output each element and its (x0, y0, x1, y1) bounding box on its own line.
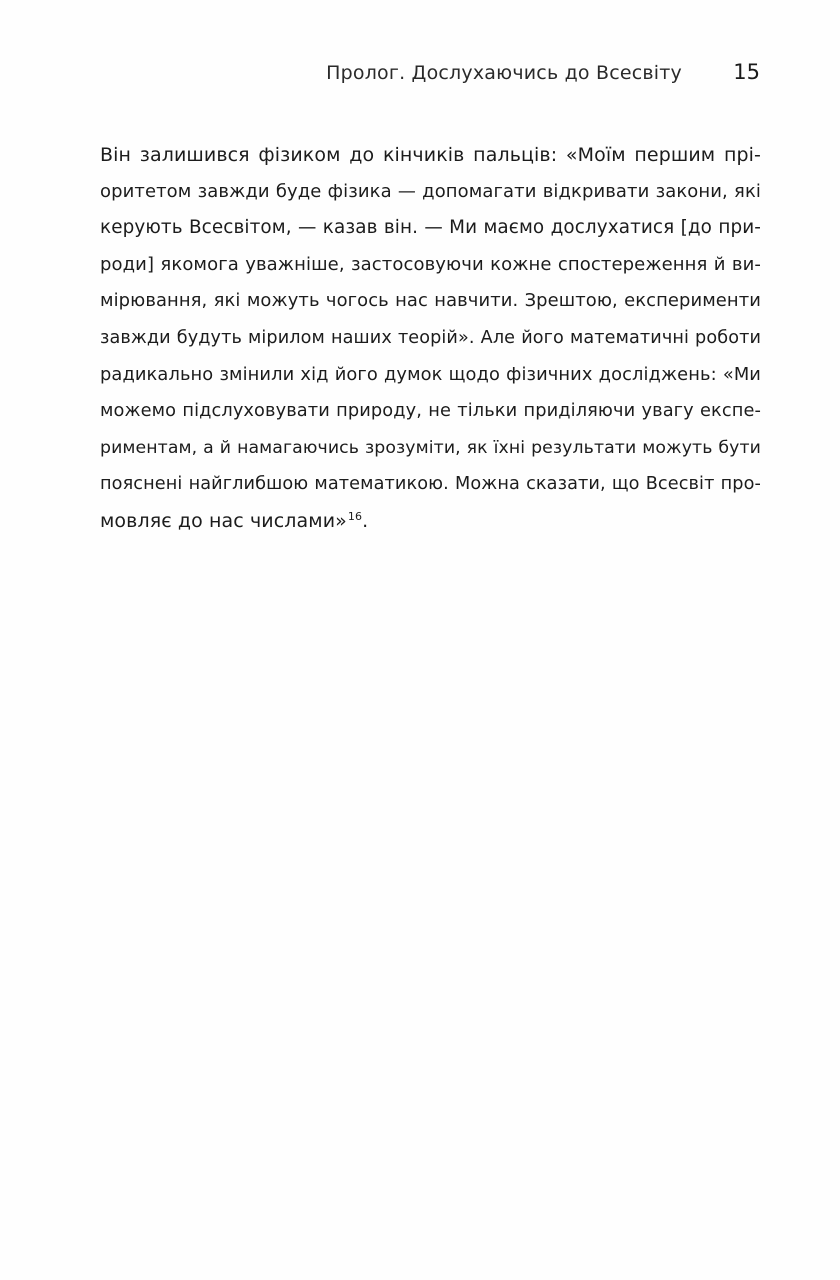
text-line: оритетом завжди буде фізика — допомагати відкривати закони, які (100, 180, 761, 202)
running-head (100, 62, 760, 92)
text-line: риментам, а й намагаючись зрозуміти, як їхні результати можуть бути (100, 437, 761, 458)
text-line: Він залишився фізиком до кінчиків пальців: «Моїм першим прі- (100, 144, 761, 166)
text-line: керують Всесвітом, — казав він. — Ми маємо дослухатися [до при- (100, 217, 761, 239)
text-line-last (100, 503, 761, 540)
text-line: радикально змінили хід його думок щодо фізичних досліджень: «Ми (100, 363, 761, 385)
text-line: мірювання, які можуть чогось нас навчити. Зрештою, експерименти (100, 290, 761, 312)
text-line: пояснені найглибшою математикою. Можна сказати, що Всесвіт про- (100, 474, 761, 495)
text-line: завжди будуть мірилом наших теорій». Але його математичні роботи (100, 327, 761, 348)
text-line: можемо підслуховувати природу, не тільки приділяючи увагу експе- (100, 400, 761, 422)
text-line: роди] якомога уважніше, застосовуючи кожне спостереження й ви- (100, 253, 761, 275)
running-title: Пролог. Дослухаючись до Всесвіту (326, 62, 682, 84)
last-line-end: . (362, 509, 369, 532)
page-number: 15 (733, 60, 760, 84)
footnote-marker[interactable]: 16 (347, 509, 363, 523)
body-paragraph (100, 137, 761, 540)
last-line-text: мовляє до нас числами» (100, 509, 347, 532)
